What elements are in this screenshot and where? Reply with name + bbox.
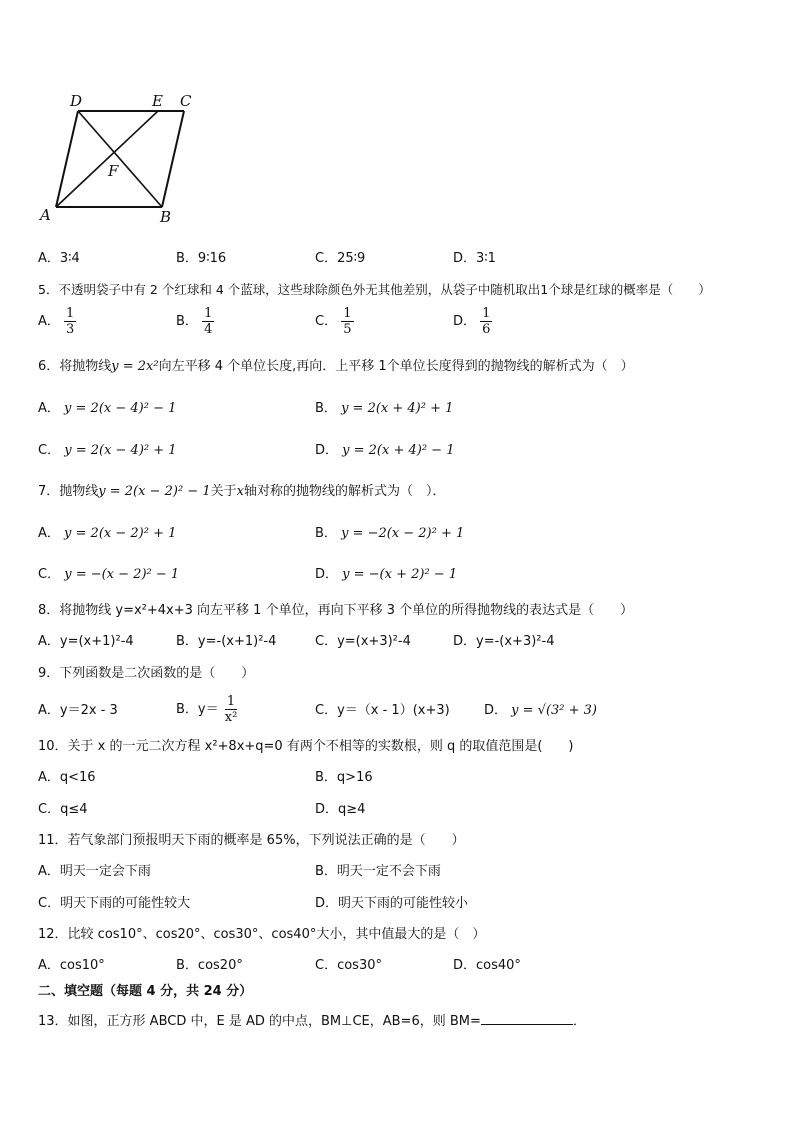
q10-option-a: A．q<16 [38,770,96,785]
label-d: D [70,92,83,110]
q12-option-b: B．cos20° [176,958,243,973]
q8-option-d: D．y=-(x+3)²-4 [453,634,555,649]
q5-option-b-letter: B． [176,314,198,329]
q5-option-c [315,306,354,337]
q4-option-c: C．25∶9 [315,251,366,266]
q5-option-d-letter: D． [453,314,477,329]
q5-option-d [453,306,492,337]
q9-option-b: B．y＝ $\frac{1}{\text{x²}}$ [176,694,238,725]
q9-option-b-fraction: $\frac{1}{\text{x²}}$ [224,694,238,725]
q5-option-a-fraction: $\frac{1}{3}$ [66,306,75,337]
q7-option-a: A． y = 2(x − 2)² + 1 [38,526,177,541]
q4-option-a: A．3∶4 [38,251,80,266]
diagonal-db [78,111,162,207]
q7-option-c: C． y = −(x − 2)² − 1 [38,567,180,582]
q6-option-d: D． y = 2(x + 4)² − 1 [315,443,455,458]
q13-stem: 13．如图，正方形 ABCD 中，E 是 AD 的中点，BM⊥CE，AB=6，则 BM= ． [38,1010,586,1031]
section-title: 二、填空题（每题 4 分，共 24 分） [38,984,253,999]
q6-option-b: B． y = 2(x + 4)² + 1 [315,401,454,416]
q12-option-a: A．cos10° [38,958,105,973]
q10-stem: 10．关于 x 的一元二次方程 x²+8x+q=0 有两个不相等的实数根，则 q 的取值范围是( ) [38,739,574,754]
q11-option-b: B．明天一定不会下雨 [315,864,441,879]
q5-option-a [38,306,76,337]
q7-option-d: D． y = −(x + 2)² − 1 [315,567,458,582]
q8-option-b: B．y=-(x+1)²-4 [176,634,277,649]
q10-option-d: D．q≥4 [315,802,366,817]
q5-stem: 5．不透明袋子中有 2 个红球和 4 个蓝球，这些球除颜色外无其他差别，从袋子中随机取出1个球是红球的概率是（ ） [38,282,711,297]
q12-stem: 12．比较 cos10°、cos20°、cos30°、cos40°大小，其中值最大的是（ ） [38,927,486,942]
side-bc [162,111,184,207]
q6-stem: 6．将抛物线y = 2x²向左平移 4 个单位长度,再向．上平移 1个单位长度得到的抛物线的解析式为（ ） [38,359,634,374]
q7-stem: 7．抛物线y = 2(x − 2)² − 1关于x轴对称的抛物线的解析式为（ ）． [38,484,446,499]
q9-option-c: C．y＝（x - 1）(x+3) [315,703,450,718]
q11-option-a: A．明天一定会下雨 [38,864,151,879]
q4-option-d: D．3∶1 [453,251,496,266]
q10-option-c: C．q≤4 [38,802,88,817]
label-e: E [152,92,163,110]
q5-option-b-fraction: $\frac{1}{4}$ [204,306,213,337]
geometry-figure [36,88,206,228]
q9-option-a: A．y＝2x - 3 [38,703,118,718]
q5-option-a-letter: A． [38,314,60,329]
label-b: B [160,208,172,226]
q11-stem: 11．若气象部门预报明天下雨的概率是 65%，下列说法正确的是（ ） [38,833,465,848]
q7-stem-math: y = 2(x − 2)² − 1 [98,484,211,499]
q10-option-b: B．q>16 [315,770,373,785]
label-f: F [108,162,119,180]
q13-answer-blank[interactable] [481,1010,573,1025]
q9-stem: 9．下列函数是二次函数的是（ ） [38,666,255,681]
label-c: C [180,92,192,110]
q6-stem-math: y = 2x² [111,359,159,374]
label-a: A [40,206,51,224]
q12-option-d: D．cos40° [453,958,521,973]
q5-option-b [176,306,214,337]
q7-option-b: B． y = −2(x − 2)² + 1 [315,526,465,541]
q8-stem: 8．将抛物线 y=x²+4x+3 向左平移 1 个单位，再向下平移 3 个单位的所得抛物线的表达式是（ ） [38,603,634,618]
q9-option-d: D． y = √(3² + 3) [484,703,597,718]
q5-option-c-fraction: $\frac{1}{5}$ [343,306,352,337]
q11-option-d: D．明天下雨的可能性较小 [315,896,469,911]
segment-ae [56,111,158,207]
q5-option-d-fraction: $\frac{1}{6}$ [482,306,491,337]
q6-option-a: A． y = 2(x − 4)² − 1 [38,401,177,416]
q11-option-c: C．明天下雨的可能性较大 [38,896,191,911]
q5-option-c-letter: C． [315,314,338,329]
q8-option-a: A．y=(x+1)²-4 [38,634,134,649]
q6-option-c: C． y = 2(x − 4)² + 1 [38,443,177,458]
side-ad [56,111,78,207]
q4-option-b: B．9∶16 [176,251,227,266]
q8-option-c: C．y=(x+3)²-4 [315,634,411,649]
q12-option-c: C．cos30° [315,958,382,973]
